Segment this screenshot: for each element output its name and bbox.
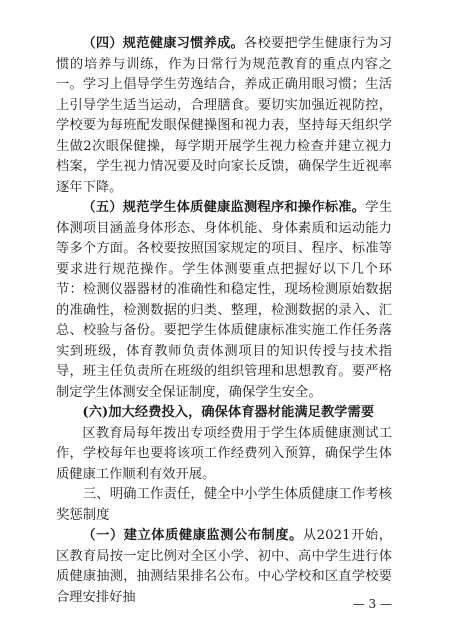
document-body (56, 34, 392, 608)
paragraph-heading: （四）规范健康习惯养成。 (82, 36, 245, 51)
paragraph-health-habits (56, 34, 392, 198)
paragraph-funding-heading (56, 403, 392, 424)
paragraph-heading: (六)加大经费投入，确保体育器材能满足教学需要 (82, 405, 375, 420)
section-heading-text: 三、明确工作责任，健全中小学生体质健康工作考核奖惩制度 (56, 487, 392, 523)
paragraph-heading: （五）规范学生体质健康监测程序和操作标准。 (82, 200, 366, 215)
page-number: — 3 — (352, 597, 392, 611)
paragraph-fitness-monitoring (56, 198, 392, 403)
section-heading-responsibility (56, 485, 392, 526)
paragraph-monitoring-publication (56, 526, 392, 608)
paragraph-funding (56, 424, 392, 486)
paragraph-heading: （一）建立体质健康监测公布制度。 (82, 528, 303, 543)
paragraph-text: 各校要把学生健康行为习惯的培养与训练，作为日常行为规范教育的重点内容之一。学习上倡导学生劳逸结合，养成正确用眼习惯；生活上引导学生适当运动，合理膳食。要切实加强近视防控，学校要为每班配发眼保健操图和视力表，坚持每天组织学生做2次眼保健操，每学期开展学生视力检查并建立视力档案，学生视力情况要及时向家长反馈，确保学生近视率逐年下降。 (56, 36, 392, 195)
paragraph-text: 从2021开始，区教育局按一定比例对全区小学、初中、高中学生进行体质健康抽测，抽测结果排名公布。中心学校和区直学校要合理安排好抽 (56, 528, 392, 605)
paragraph-text: 区教育局每年拨出专项经费用于学生体质健康测试工作，学校每年也要将该项工作经费列入预算，确保学生体质健康工作顺利有效开展。 (56, 425, 392, 482)
paragraph-text: 学生体测项目涵盖身体形态、身体机能、身体素质和运动能力等多个方面。各校要按照国家规定的项目、程序、标准等要求进行规范操作。学生体测要重点把握好以下几个环节：检测仪器器材的准确性和稳定性，现场检测原始数据的准确性，检测数据的归类、整理，检测数据的录入、汇总、校验与备份。要把学生体质健康标准实施工作任务落实到班级，体育教师负责体测项目的知识传授与技术指导，班主任负责所在班级的组织管理和思想教育。要严格制定学生体测安全保证制度，确保学生安全。 (56, 200, 392, 400)
